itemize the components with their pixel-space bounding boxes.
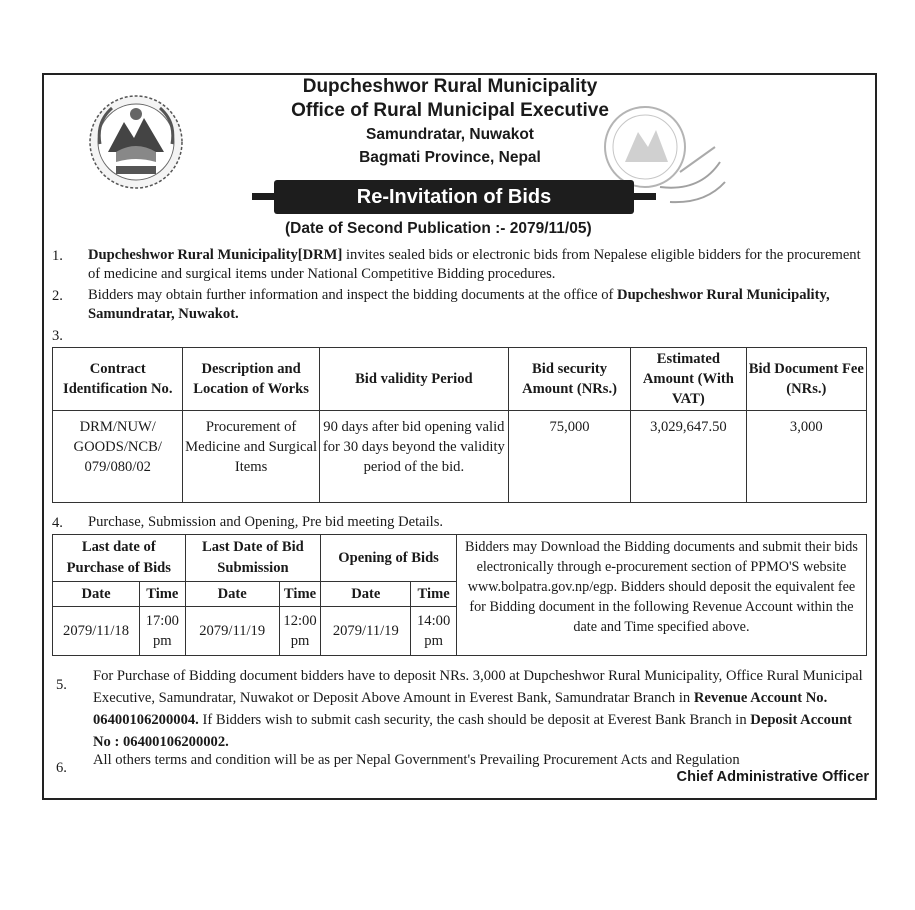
cell-estimated-amount: 3,029,647.50 [631, 411, 747, 503]
download-note: Bidders may Download the Bidding documents and submit their bids electronically through e-procurement section of PPMO'S website www.bolpatra.gov.np/egp. Bidders should deposit the equivalent fee for Bidding document in the following Revenue Account within the date and Time specified above. [456, 535, 866, 656]
item-5-part-a: For Purchase of Bidding document bidders have to deposit NRs. 3,000 at Dupcheshwor Rural Municipality, Office Rural Municipal Executive, Samundratar, Nuwakot or Deposit Above Amount in Everest Bank, Samundratar Branch in [93, 668, 863, 706]
col-bid-security: Bid security Amount (NRs.) [508, 348, 630, 411]
item-5-text [93, 665, 869, 753]
opening-time-label: Time [411, 582, 457, 607]
opening-date-label: Date [321, 582, 411, 607]
cell-description: Procurement of Medicine and Surgical Items [183, 411, 319, 503]
cell-document-fee: 3,000 [746, 411, 866, 503]
item-4-text: Purchase, Submission and Opening, Pre bid meeting Details. [88, 514, 444, 530]
group-purchase: Last date of Purchase of Bids [53, 535, 186, 582]
purchase-date: 2079/11/18 [53, 607, 140, 656]
group-submission: Last Date of Bid Submission [185, 535, 321, 582]
item-5-part-c: If Bidders wish to submit cash security, the cash should be deposit at Everest Bank Branch in [198, 712, 751, 728]
opening-date: 2079/11/19 [321, 607, 411, 656]
item-number-5: 5. [56, 677, 67, 693]
item-6-text: All others terms and condition will be as per Nepal Government's Prevailing Procurement Acts and Regulation [93, 752, 740, 768]
signature-title: Chief Administrative Officer [676, 769, 869, 785]
cell-validity: 90 days after bid opening valid for 30 days beyond the validity period of the bid. [319, 411, 508, 503]
item-2-rest: Bidders may obtain further information and inspect the bidding documents at the office of [88, 287, 618, 303]
item-number-2: 2. [52, 288, 63, 304]
table-header-row [53, 348, 867, 411]
col-contract-id: Contract Identification No. [53, 348, 183, 411]
province-line: Bagmati Province, Nepal [359, 149, 541, 166]
item-2-text [88, 286, 868, 324]
item-number-3: 3. [52, 328, 63, 344]
schedule-table [52, 534, 867, 656]
purchase-time: 17:00 pm [140, 607, 186, 656]
municipality-title: Dupcheshwor Rural Municipality [302, 76, 598, 97]
bid-details-table [52, 347, 867, 503]
cell-bid-security: 75,000 [508, 411, 630, 503]
purchase-date-label: Date [53, 582, 140, 607]
item-1-bold: Dupcheshwor Rural Municipality[DRM] [88, 247, 343, 263]
location-line: Samundratar, Nuwakot [366, 126, 534, 143]
group-opening: Opening of Bids [321, 535, 457, 582]
item-1-text [88, 246, 868, 284]
col-description: Description and Location of Works [183, 348, 319, 411]
opening-time: 14:00 pm [411, 607, 457, 656]
submission-date: 2079/11/19 [185, 607, 279, 656]
deposit-account: Deposit Account No : 06400106200002. [93, 712, 853, 750]
submission-time: 12:00 pm [279, 607, 321, 656]
nepal-emblem-logo [86, 92, 186, 192]
revenue-account: Revenue Account No. 06400106200004. [93, 690, 828, 728]
notice-banner: Re-Invitation of Bids [274, 180, 634, 214]
submission-time-label: Time [279, 582, 321, 607]
item-number-1: 1. [52, 248, 63, 264]
col-validity: Bid validity Period [319, 348, 508, 411]
table-row [53, 411, 867, 503]
publication-date: (Date of Second Publication :- 2079/11/05) [285, 220, 592, 237]
item-1-rest: invites sealed bids or electronic bids from Nepalese eligible bidders for the procurement of medicine and surgical items under National Competitive Bidding procedures. [88, 247, 861, 282]
item-number-6: 6. [56, 760, 67, 776]
col-document-fee: Bid Document Fee (NRs.) [746, 348, 866, 411]
office-title: Office of Rural Municipal Executive [291, 100, 609, 121]
col-estimated-amount: Estimated Amount (With VAT) [631, 348, 747, 411]
submission-date-label: Date [185, 582, 279, 607]
item-2-bold: Dupcheshwor Rural Municipality, Samundratar, Nuwakot. [88, 287, 830, 322]
purchase-time-label: Time [140, 582, 186, 607]
cell-contract-id: DRM/NUW/ GOODS/NCB/ 079/080/02 [53, 411, 183, 503]
schedule-group-row [53, 535, 867, 582]
item-number-4: 4. [52, 515, 63, 531]
